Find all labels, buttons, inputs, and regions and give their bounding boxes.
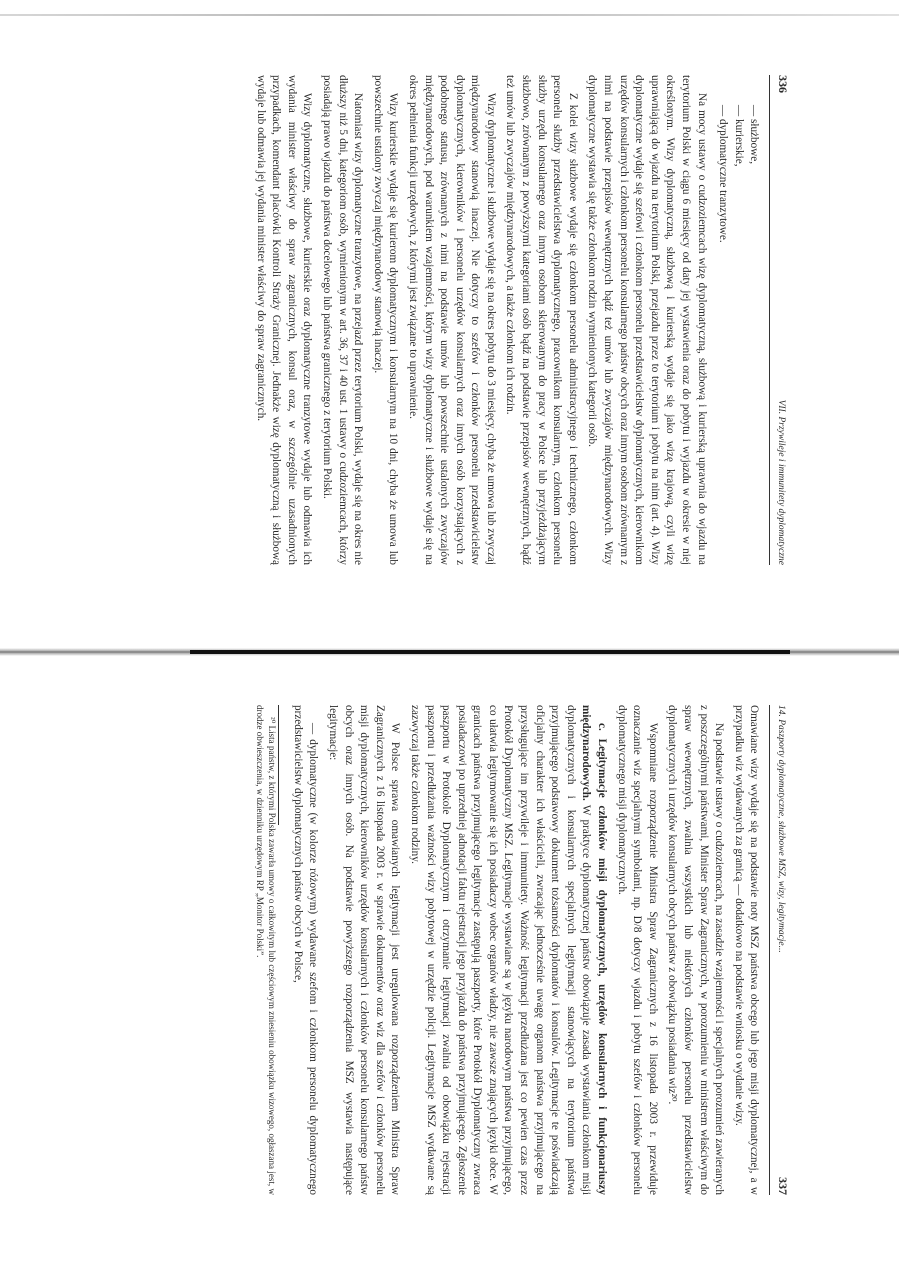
running-header: [769, 705, 790, 1195]
page-337: [90, 635, 810, 1235]
paragraph: Na podstawie ustawy o cudzoziemcach, na zasadzie wzajemności i specjalnych porozumień zawieranych z poszczególnymi państwami, Minister Spraw Zagranicznych, w porozumieniu w ministrem właściwym do spraw wewnętrznych, zwalnia wszystkich lub niektórych członków personelu przedstawicielstw dyplomatycznych i urzędów konsularnych obcych państw z obowiązku posiadania wiz²⁰.: [666, 705, 726, 1195]
bullet-text: dyplomatyczne (w kolorze różowym) wydawane szefom i członkom personelu dyplomatycznego przedstawicielstw dyplomatycznych państw obcych w Polsce,: [291, 705, 320, 1195]
paragraph: Wizy kurierskie wydaje się kurierom dyplomatycznym i konsularnym na 10 dni, chyba że umowa lub powszechnie ustalony zwyczaj międzynarodowy stanowią inaczej.: [371, 75, 400, 565]
paragraph: Natomiast wizy dyplomatyczne tranzytowe, na przejazd przez terytorium Polski, wydaje się na okres nie dłuższy niż 5 dni, kategoriom osób, wymienionym w art. 36, 37 i 40 ust. 1 ustawy o cudzoziemcach, którzy posiadają prawo wjazdu do państwa docelowego lub państwa granicznego z terytorium Polski.: [320, 75, 365, 565]
section-paragraph: [406, 705, 609, 1195]
page-number: 336: [776, 75, 790, 93]
list-item: — kurierskie,: [730, 105, 746, 565]
paragraph: Wspomniane rozporządzenie Ministra Spraw Zagranicznych z 16 listopada 2003 r. przewiduje oznaczanie wiz specjalnymi symbolami, np. D/8 dotyczy wjazdu i pobytu szefów i członków personelu dyplomatycznego misji dyplomatycznych.: [615, 705, 659, 1195]
footnote: ²⁰ Lista państw, z którymi Polska zawarła umowy o całkowitym lub częściowym zniesieniu obowiązku wizowego, ogłaszana jest, w drodze obwieszczenia, w dzienniku urzędowym RP „Monitor Polski”.: [255, 705, 278, 1195]
list-item: — służbowe,: [746, 105, 762, 565]
visa-types-list: [715, 105, 762, 565]
paragraph: Wizy dyplomatyczne i służbowe wydaje się na okres pobytu do 3 miesięcy, chyba że umowa lub zwyczaj międzynarodowy stanowią inaczej. Nie dotyczy to szefów i członków personelu przedstawicielstw dyplomatycznych, kierowników i personelu urzędów konsularnych oraz innych osób korzystających z podobnego statusu, zrównanych z nimi na podstawie umów lub powszechnie ustalonych zwyczajów międzynarodowych, pod warunkiem wzajemności, którym wizy dyplomatyczne i służbowe wydaje się na okres pełnienia funkcji urzędowych, z którymi jest związane to uprawnienie.: [406, 75, 497, 565]
footnote-rule: [278, 705, 279, 825]
list-item: — dyplomatyczne tranzytowe.: [715, 105, 731, 565]
page-number: 337: [776, 1177, 790, 1195]
page-336: [90, 5, 810, 605]
paragraph: Wizy dyplomatyczne, służbowe, kurierskie oraz dyplomatyczne tranzytowe wydaje lub odmawia ich wydania minister właściwy do spraw zagranicznych, konsul oraz, w szczególnie uzasadnionych przypadkach, komendant placówki Kontroli Straży Granicznej. Jednakże wizę dyplomatyczną i służbową wydaje lub odmawia jej wydania minister właściwy do spraw zagranicznych.: [254, 75, 314, 565]
paragraph: Omawiane wizy wydaje się na podstawie noty MSZ państwa obcego lub jego misji dyplomatycznej, a w przypadku wiz wydawanych za granicą — dodatkowo na podstawie wniosku o wydanie wizy.: [732, 705, 761, 1195]
paragraph: Z kolei wizy służbowe wydaje się członkom personelu administracyjnego i technicznego, członkom personelu służby przedstawicielstwa dyplomatycznego, pracownikom konsularnym, członkom personelu służby urzędu konsularnego oraz innym osobom skierowanym do pracy w Polsce lub przyjeżdżającym służbowo, zrównanym z powyższymi kategoriami osób bądź na podstawie przepisów wewnętrznych, bądź też umów lub zwyczajów międzynarodowych, a także członkom ich rodzin.: [504, 75, 579, 565]
running-title: VII. Przywileje i immunitety dyplomatyczne: [776, 399, 786, 565]
bullet-item: — dyplomatyczne (w kolorze różowym) wydawane szefom i członkom personelu dyplomatycznego przedstawicielstw dyplomatycznych państw obcych w Polsce,: [291, 705, 320, 1195]
section-heading: c. Legitymacje członków misji dyplomatycznych, urzędów konsularnych i funkcjonariuszy międzynarodowych.: [580, 705, 609, 1195]
running-title: 14. Paszporty dyplomatyczne, służbowe MSZ, wizy, legitymacje...: [776, 705, 786, 953]
paragraph: W Polsce sprawa omawianych legitymacji jest uregulowana rozporządzeniem Ministra Spraw Zagranicznych z 16 listopada 2003 r. w sprawie dokumentów oraz wiz dla szefów i członków personelu misji dyplomatycznych, kierowników urzędów konsularnych i członków personelu konsularnego państw obcych oraz innych osób. Na podstawie powyższego rozporządzenia MSZ wystawia następujące legitymacje:: [326, 705, 402, 1195]
running-header: [769, 75, 790, 565]
paragraph: Na mocy ustawy o cudzoziemcach wizę dyplomatyczną, służbową i kurierską uprawnia do wjazdu na terytorium Polski w ciągu 6 miesięcy od daty jej wystawienia oraz do pobytu i wyjazdu w okresie w niej określonym. Wizy dyplomatyczną, służbową i kurierską wydaje się jako wizę krajową, czyli wizę uprawniającą do wjazdu na terytorium Polski, przejazdu przez to terytorium i pobytu na nim (art. 4). Wizy dyplomatyczne wydaje się szefowi i członkom personelu przedstawicielstw dyplomatycznych, kierownikom urzędów konsularnych i członkom personelu konsularnego państw obcych oraz innym osobom zrównanym z nimi na podstawie przepisów wewnętrznych bądź też umów lub zwyczajów międzynarodowych. Wizy dyplomatyczne wystawia się także członkom rodzin wymienionych kategorii osób.: [586, 75, 708, 565]
section-text: W praktyce dyplomatycznej państw obowiązuje zasada wystawiania członkom misji dyplomatycznych i konsularnych specjalnych legitymacji stanowiących na terytorium państwa przyjmującego podstawowy dokument tożsamości dyplomatów i konsulów. Legitymacje te poświadczają oficjalny charakter ich właścicieli, zwracając jednocześnie uwagę organom państwa przyjmującego na przysługujące im przywileje i immunitety. Ważność legitymacji przedłużana jest co pewien czas przez Protokół Dyplomatyczny MSZ. Legitymacje wystawiane są w języku narodowym państwa przyjmującego, co ułatwia legitymowanie się ich posiadaczy wobec organów władzy, nie zawsze znających języki obce. W granicach państwa przyjmującego legitymacje zastępują paszporty, które Protokół Dyplomatyczny zwraca posiadaczowi po uprzedniej adnotacji faktu rejestracji jego przyjazdu do państwa przyjmującego. Zgłoszenie paszportu w Protokole Dyplomatycznym i otrzymanie legitymacji zwalnia od obowiązku rejestracji paszportu i przedłużania ważności wizy pobytowej w urzędzie policji. Legitymacje MSZ wydawane są zazwyczaj także członkom rodziny.: [408, 705, 593, 1195]
